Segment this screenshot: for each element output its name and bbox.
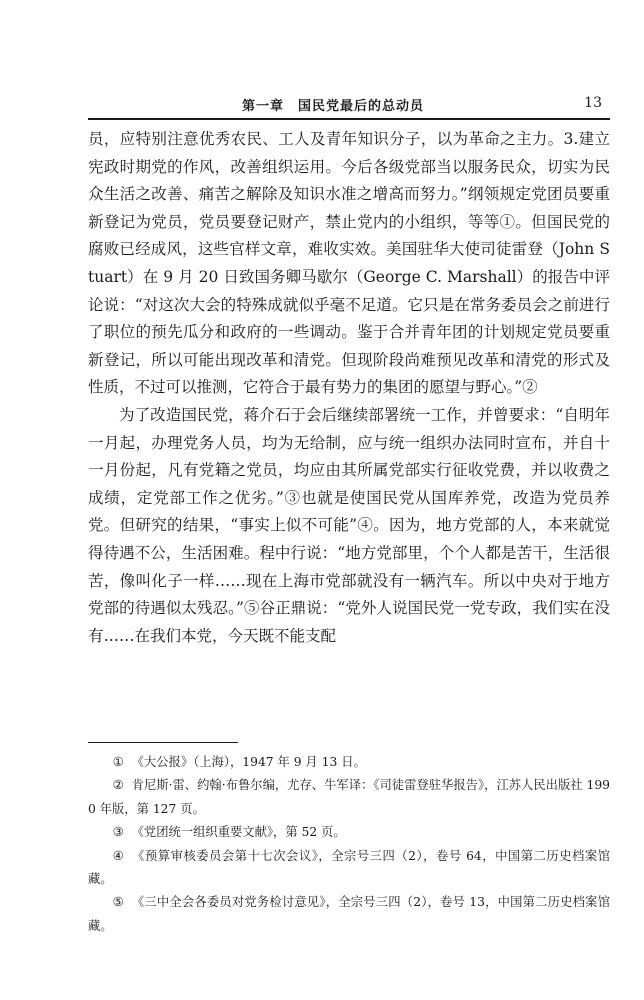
footnote-text: 肯尼斯·雷、约翰·布鲁尔编，尤存、牛军译：《司徒雷登驻华报告》，江苏人民出版社 1990 年版，第 127 页。 <box>88 778 610 816</box>
footnote <box>88 845 610 892</box>
paragraph: 为了改造国民党，蒋介石于会后继续部署统一工作，并曾要求：“自明年一月起，办理党务人员，均为无给制，应与统一组织办法同时宣布，并自十一月份起，凡有党籍之党员，均应由其所属党部实行征收党费，并以收费之成绩，定党部工作之优劣。”③也就是使国民党从国库养党，改造为党员养党。但研究的结果，“事实上似不可能”④。因为，地方党部的人，本来就觉得待遇不公，生活困难。程中行说：“地方党部里，个个人都是苦干，生活很苦，像叫化子一样……现在上海市党部就没有一辆汽车。所以中央对于地方党部的待遇似太残忍。”⑤谷正鼎说：“党外人说国民党一党专政，我们实在没有……在我们本党，今天既不能支配 <box>88 405 610 645</box>
footnote <box>88 774 610 821</box>
paragraph: 员，应特别注意优秀农民、工人及青年知识分子，以为革命之主力。3.建立宪政时期党的作风，改善组织运用。今后各级党部当以服务民众，切实为民众生活之改善、痛苦之解除及知识水准之增高而努力。”纲领规定党团员要重新登记为党员，党员要登记财产，禁止党内的小组织，等等①。但国民党的腐败已经成风，这些官样文章，难收实效。美国驻华大使司徒雷登（John Stuart）在 9 月 20 日致国务卿马歇尔（George C. Marshall）的报告中评论说：“对这次大会的特殊成就似乎毫不足道。它只是在常务委员会之前进行了职位的预先瓜分和政府的一些调动。鉴于合并青年团的计划规定党员要重新登记，所以可能出现改革和清党。但现阶段尚难预见改革和清党的形式及性质，不过可以推测，它符合于最有势力的集团的愿望与野心。”② <box>88 130 610 397</box>
footnote-text: 《党团统一组织重要文献》，第 52 页。 <box>131 825 346 840</box>
footnote-text: 《大公报》（上海），1947 年 9 月 13 日。 <box>131 755 366 769</box>
footnote-mark: ④ <box>112 848 124 863</box>
footnote-text: 《预算审核委员会第十七次会议》，全宗号三四（2），卷号 64，中国第二历史档案馆藏。 <box>88 848 610 887</box>
footnote-mark: ⑤ <box>112 895 124 910</box>
footnote-rule <box>88 742 238 743</box>
footnote-mark: ② <box>112 778 124 793</box>
main-text <box>88 126 610 650</box>
footnote <box>88 891 610 938</box>
footnote-mark: ① <box>112 755 124 769</box>
page-number: 13 <box>584 95 602 111</box>
footnote-text: 《三中全会各委员对党务检讨意见》，全宗号三四（2），卷号 13，中国第二历史档案馆藏。 <box>88 895 610 933</box>
footnote <box>88 821 610 844</box>
header-rule <box>88 118 610 120</box>
chapter-title: 第一章 国民党最后的总动员 <box>242 99 425 114</box>
footnote-mark: ③ <box>112 825 124 840</box>
footnote <box>88 751 610 774</box>
footnotes <box>88 751 610 938</box>
